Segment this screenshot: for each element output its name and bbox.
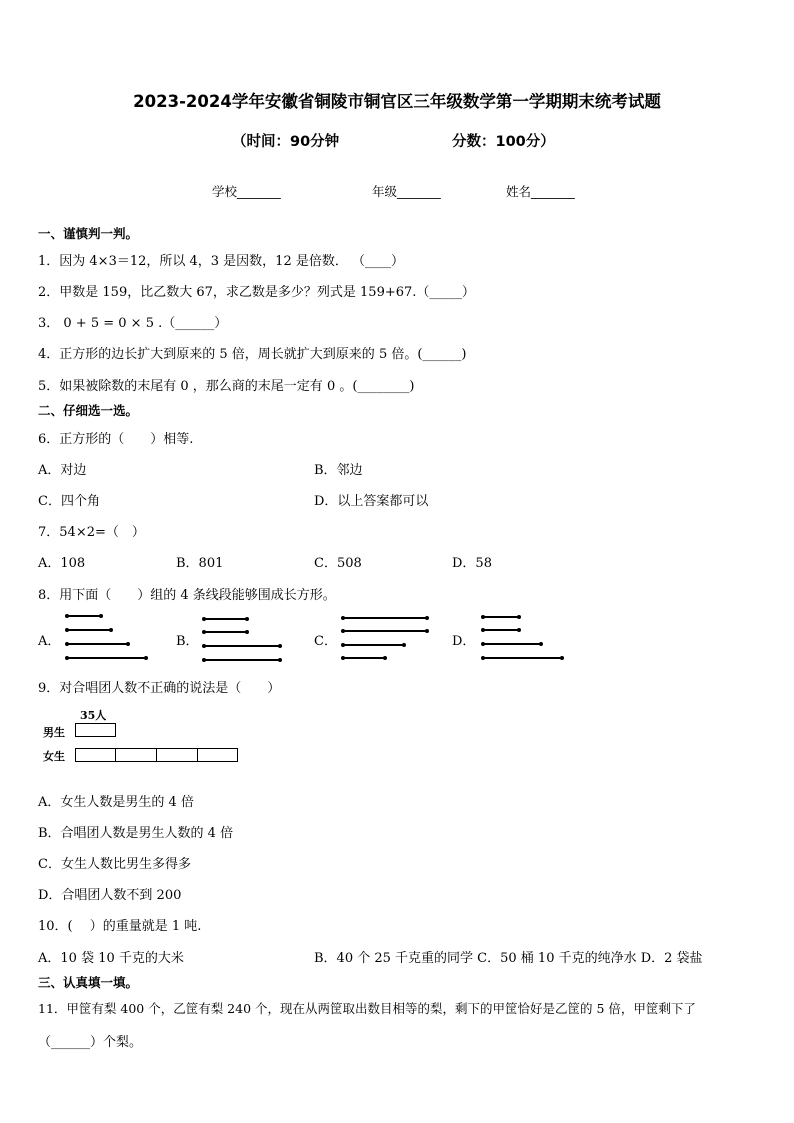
segment-c1	[343, 617, 427, 619]
question-5: 5．如果被除数的末尾有 0 ，那么商的末尾一定有 0 。(________)	[38, 379, 415, 394]
q6-option-a: A．对边	[38, 463, 87, 478]
question-10: 10．( ）的重量就是 1 吨.	[38, 919, 202, 934]
girls-bar-segment	[156, 748, 198, 762]
q9-option-a: A．女生人数是男生的 4 倍	[38, 795, 194, 810]
question-2: 2．甲数是 159，比乙数大 67，求乙数是多少？列式是 159+67.（_____）	[38, 285, 475, 300]
question-9: 9．对合唱团人数不正确的说法是（ ）	[38, 681, 281, 696]
segment-b1	[204, 618, 247, 620]
q8-option-b: B．	[176, 634, 199, 649]
girls-bar-segment	[75, 748, 116, 762]
question-7: 7．54×2=（ ）	[38, 525, 145, 540]
question-1: 1．因为 4×3＝12，所以 4，3 是因数，12 是倍数． （____）	[38, 254, 404, 269]
name-field: 姓名_______	[506, 184, 575, 199]
q10-option-a: A．10 袋 10 千克的大米	[38, 951, 184, 966]
page-title: 2023-2024学年安徽省铜陵市铜官区三年级数学第一学期期末统考试题	[133, 92, 661, 111]
q8-option-a: A．	[38, 634, 61, 649]
question-11: 11．甲筐有梨 400 个，乙筐有梨 240 个，现在从两筐取出数目相等的梨，剩下的甲筐恰好是乙筐的 5 倍，甲筐剩下了	[38, 1001, 696, 1016]
q9-option-d: D．合唱团人数不到 200	[38, 888, 182, 903]
boys-label: 男生	[43, 726, 65, 739]
section-heading-3: 三、认真填一填。	[38, 975, 139, 990]
segment-d1	[483, 616, 519, 618]
segment-a4	[67, 657, 146, 659]
section-heading-1: 一、谨慎判一判。	[38, 226, 139, 241]
q7-option-d: D．58	[452, 556, 492, 571]
girls-label: 女生	[43, 750, 65, 763]
grade-field: 年级_______	[372, 184, 441, 199]
q9-option-c: C．女生人数比男生多得多	[38, 857, 191, 872]
question-11-continued: （______）个梨。	[38, 1035, 143, 1050]
segment-d3	[483, 643, 541, 645]
question-8: 8．用下面（ ）组的 4 条线段能够围成长方形。	[38, 588, 336, 603]
q9-option-b: B．合唱团人数是男生人数的 4 倍	[38, 826, 234, 841]
q6-option-b: B．邻边	[314, 463, 363, 478]
section-heading-2: 二、仔细选一选。	[38, 403, 139, 418]
segment-b4	[204, 659, 280, 661]
segment-c4	[343, 657, 385, 659]
q7-option-b: B．801	[176, 556, 224, 571]
segment-a1	[67, 615, 101, 617]
girls-bar-segment	[197, 748, 238, 762]
segment-d4	[483, 657, 562, 659]
school-field: 学校_______	[212, 184, 281, 199]
segment-c2	[343, 630, 427, 632]
q6-option-c: C．四个角	[38, 494, 100, 509]
boys-bar	[75, 723, 116, 737]
segment-d2	[483, 629, 519, 631]
q10-options-bcd: B．40 个 25 千克重的同学 C．50 桶 10 千克的纯净水 D．2 袋盐	[314, 951, 703, 966]
segment-a2	[67, 629, 111, 631]
q8-option-c: C．	[314, 634, 337, 649]
segment-b2	[204, 631, 247, 633]
segment-b3	[204, 645, 280, 647]
q7-option-c: C．508	[314, 556, 362, 571]
girls-bar-segment	[115, 748, 157, 762]
q6-option-d: D．以上答案都可以	[314, 494, 429, 509]
boys-count-label: 35人	[80, 709, 107, 722]
q8-option-d: D．	[452, 634, 476, 649]
question-3: 3． 0 + 5 = 0 × 5 .（______）	[38, 316, 228, 331]
question-4: 4．正方形的边长扩大到原来的 5 倍，周长就扩大到原来的 5 倍。(______)	[38, 347, 467, 362]
exam-time: （时间：90分钟	[232, 134, 340, 150]
exam-score: 分数：100分）	[452, 134, 555, 150]
q7-option-a: A．108	[38, 556, 86, 571]
segment-a3	[67, 643, 128, 645]
question-6: 6．正方形的（ ）相等.	[38, 432, 194, 447]
segment-c3	[343, 644, 404, 646]
